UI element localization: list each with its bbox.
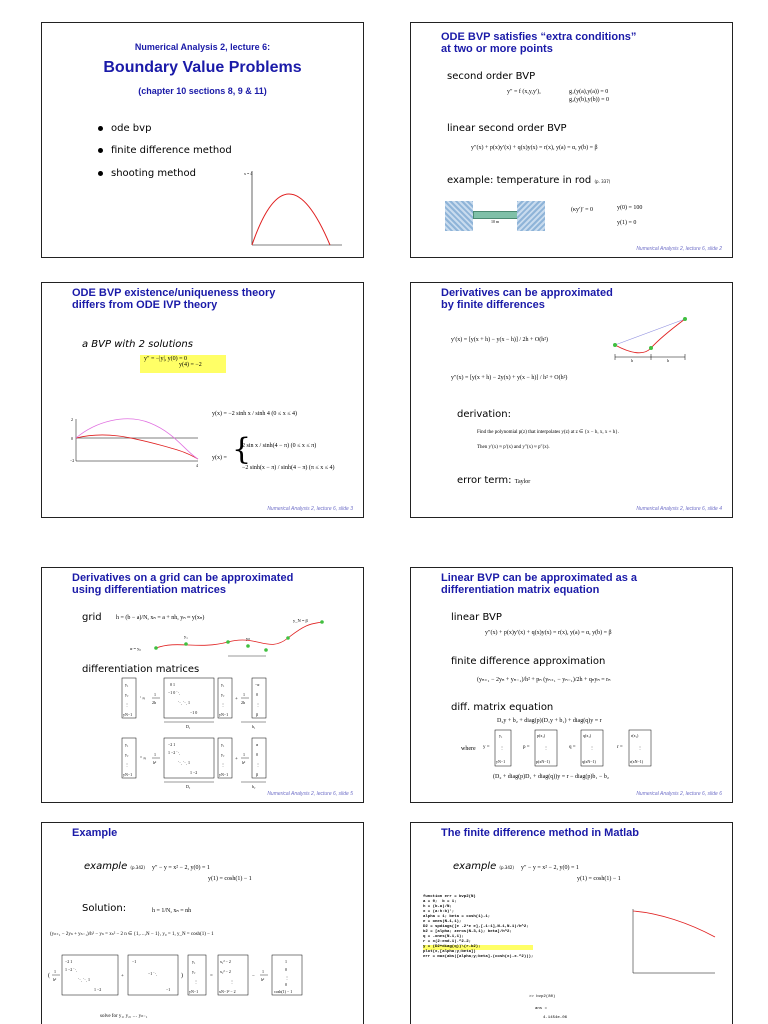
matlab-ans-value: 4.1454e-06 bbox=[543, 1016, 568, 1020]
code-line: D2 = spdiags([e -2*e e],[-1:1],N-1,N-1)/h^2; bbox=[423, 925, 529, 929]
slide-3 bbox=[41, 282, 364, 518]
slide-title-line2: by finite differences bbox=[441, 299, 545, 311]
heading-diff-matrix-eq: diff. matrix equation bbox=[451, 702, 554, 713]
svg-text:⋮: ⋮ bbox=[256, 702, 260, 707]
svg-text:1: 1 bbox=[285, 959, 287, 964]
grid-point-icon bbox=[649, 346, 653, 350]
slide-7 bbox=[41, 822, 364, 1024]
label-beta: y_N = β bbox=[293, 618, 308, 623]
svg-text:⋮: ⋮ bbox=[500, 745, 504, 750]
derivation-line-2: Then y′(x) ≈ p′(x) and y″(x) ≈ p″(x). bbox=[477, 445, 550, 450]
svg-text:β: β bbox=[256, 712, 259, 717]
svg-text:r(x₁): r(x₁) bbox=[631, 733, 639, 738]
eq-linear: y″(x) + p(x)y′(x) + q(x)y(x) = r(x), y(a) = α, y(b) = β bbox=[471, 145, 598, 151]
grid-point-icon bbox=[154, 646, 158, 650]
code-line: e = ones(N-1,1); bbox=[423, 920, 462, 924]
eq-solution-1: y(x) = −2 sinh x / sinh 4 (0 ≤ x ≤ 4) bbox=[212, 411, 298, 417]
svg-text:q(x₁): q(x₁) bbox=[583, 733, 592, 738]
eq-example-2: y(1) = cosh(1) − 1 bbox=[208, 876, 252, 882]
matlab-code bbox=[423, 895, 533, 960]
svg-text:⋱ ⋱ 1: ⋱ ⋱ 1 bbox=[178, 700, 190, 705]
tick-x: 4 bbox=[196, 463, 198, 468]
slide-title-line1: Derivatives on a grid can be approximated bbox=[72, 572, 294, 584]
svg-text:+: + bbox=[235, 697, 238, 702]
eq-final: (D₂ + diag(p)D₁ + diag(q))y = r − diag(p)b₁ − b₂ bbox=[493, 774, 609, 780]
svg-text:yN−1: yN−1 bbox=[123, 772, 133, 777]
svg-text:−1: −1 bbox=[132, 959, 137, 964]
code-line: q = -ones(N-1,1); bbox=[423, 935, 464, 939]
heading-grid: grid bbox=[82, 612, 102, 623]
svg-text:1 −2: 1 −2 bbox=[94, 987, 102, 992]
svg-text:r =: r = bbox=[617, 745, 623, 750]
svg-text:): ) bbox=[181, 973, 183, 979]
slide-6 bbox=[410, 567, 733, 803]
slide-footer: Numerical Analysis 2, lecture 6, slide 2 bbox=[636, 246, 722, 252]
svg-text:y₁: y₁ bbox=[125, 682, 129, 687]
slide-footer: Numerical Analysis 2, lecture 6, slide 5 bbox=[267, 791, 353, 797]
left-reservoir bbox=[445, 201, 473, 231]
main-title: Boundary Value Problems bbox=[103, 59, 302, 76]
svg-text:⋮: ⋮ bbox=[638, 745, 642, 750]
svg-text:−: − bbox=[252, 974, 255, 979]
svg-text:⋮: ⋮ bbox=[256, 762, 260, 767]
svg-text:β: β bbox=[256, 772, 259, 777]
eq-fd: (yₙ₊₁ − 2yₙ + yₙ₋₁)/h² − yₙ = xₙ² − 2 n ∈ {1,…,N − 1}, y₀ = 1, y_N = cosh(1) − 1 bbox=[50, 932, 214, 937]
svg-text:−1 ⋱: −1 ⋱ bbox=[148, 971, 158, 976]
parabola-plot bbox=[242, 163, 352, 249]
svg-text:q =: q = bbox=[569, 745, 576, 750]
eq-second-order: y″ = f (x,y,y′), bbox=[507, 89, 541, 95]
svg-text:⋮: ⋮ bbox=[230, 979, 234, 984]
svg-text:′ ≈: ′ ≈ bbox=[140, 697, 146, 702]
svg-text:y₂: y₂ bbox=[125, 752, 129, 757]
heading-example: example (p.342) bbox=[84, 861, 145, 872]
svg-text:p(x₁): p(x₁) bbox=[537, 733, 546, 738]
eq-grid: h = (b − a)/N, xₙ = a + nh, yₙ ≈ y(xₙ) bbox=[116, 615, 205, 621]
svg-text:⋮: ⋮ bbox=[221, 762, 225, 767]
svg-text:⋮: ⋮ bbox=[590, 745, 594, 750]
eq-solve: solve for y₁, y₂, … yₙ₋₁ bbox=[100, 1014, 148, 1019]
slide-title-line1: ODE BVP satisfies “extra conditions” bbox=[441, 31, 637, 43]
heading-second-order: second order BVP bbox=[447, 71, 536, 82]
eq-solution-2-lhs: y(x) = bbox=[212, 455, 227, 461]
bullet-dot-icon bbox=[98, 148, 103, 153]
eq-y0: y(0) = 100 bbox=[617, 205, 643, 211]
slide-5 bbox=[41, 567, 364, 803]
eq-fd: (yₙ₊₁ − 2yₙ + yₙ₋₁)/h² + pₙ (yₙ₊₁ − yₙ₋₁)/2h + qₙyₙ = rₙ bbox=[477, 677, 611, 683]
code-line-highlighted: y = (D2+diag(q))\(r-b2); bbox=[423, 945, 533, 950]
slide-footer: Numerical Analysis 2, lecture 6, slide 4 bbox=[636, 506, 722, 512]
svg-text:⋮: ⋮ bbox=[285, 975, 289, 980]
code-line: alpha = 1; beta = cosh(1)-1; bbox=[423, 915, 491, 919]
svg-text:y₂: y₂ bbox=[192, 969, 196, 974]
svg-text:p =: p = bbox=[523, 745, 530, 750]
eq-first-derivative: y′(x) = [y(x + h) − y(x − h)] / 2h + O(h²) bbox=[451, 337, 549, 343]
slide-title-line2: using differentiation matrices bbox=[72, 584, 227, 596]
slide-title: The finite difference method in Matlab bbox=[441, 827, 640, 839]
svg-text:0 1: 0 1 bbox=[170, 682, 175, 687]
tick-zero: 0 bbox=[71, 436, 73, 441]
svg-text:y =: y = bbox=[483, 745, 490, 750]
svg-text:yN−1: yN−1 bbox=[219, 772, 229, 777]
eq-condition-2: g₂(y(b),y(b)) = 0 bbox=[569, 97, 609, 103]
bullet-3: shooting method bbox=[98, 168, 196, 179]
svg-text:xN−1² − 2: xN−1² − 2 bbox=[219, 989, 236, 994]
svg-text:α: α bbox=[256, 742, 259, 747]
slide-4 bbox=[410, 282, 733, 518]
svg-text:1: 1 bbox=[243, 692, 245, 697]
eq-second-derivative: y″(x) = [y(x + h) − 2y(x) + y(x − h)] / h² + O(h²) bbox=[451, 375, 568, 381]
grid-point-icon bbox=[184, 642, 188, 646]
svg-text:1 −2 ⋱: 1 −2 ⋱ bbox=[168, 750, 181, 755]
grid-point-icon bbox=[613, 343, 617, 347]
svg-text:0: 0 bbox=[285, 967, 287, 972]
eq-y1: y(1) = 0 bbox=[617, 220, 637, 226]
label-yn: yₙ bbox=[246, 636, 251, 641]
heading-example: example (p.342) bbox=[453, 861, 514, 872]
matrix-system bbox=[48, 953, 363, 1003]
grid-point-icon bbox=[246, 644, 250, 648]
svg-text:yN−1: yN−1 bbox=[219, 712, 229, 717]
label-D1: D₁ bbox=[186, 724, 191, 729]
svg-text:h²: h² bbox=[153, 760, 157, 765]
pre-title: Numerical Analysis 2, lecture 6: bbox=[134, 42, 271, 52]
svg-text:yN−1: yN−1 bbox=[189, 989, 199, 994]
eq-grid: h = 1/N, xₙ = nh bbox=[152, 908, 192, 914]
grid-point-icon bbox=[286, 636, 290, 640]
svg-text:″ ≈: ″ ≈ bbox=[140, 757, 147, 762]
finite-difference-sketch bbox=[611, 315, 701, 363]
slide-title-line2: differs from ODE IVP theory bbox=[72, 299, 218, 311]
svg-text:1: 1 bbox=[262, 969, 264, 974]
svg-text:⋱ ⋱ 1: ⋱ ⋱ 1 bbox=[78, 977, 90, 982]
grid-point-icon bbox=[683, 317, 687, 321]
bullet-1: ode bvp bbox=[98, 123, 151, 134]
code-line: h = (b-a)/N; bbox=[423, 905, 452, 909]
rod-bar bbox=[473, 211, 519, 219]
slide-2 bbox=[410, 22, 733, 258]
grid-point-icon bbox=[264, 648, 268, 652]
highlighted-eq: y″ = −|y|, y(0) = 0 y(4) = −2 bbox=[140, 355, 226, 373]
heading-fd: finite difference approximation bbox=[451, 656, 606, 667]
svg-text:y₁: y₁ bbox=[125, 742, 129, 747]
right-reservoir bbox=[517, 201, 545, 231]
svg-text:y₁: y₁ bbox=[221, 742, 225, 747]
slide-title-line1: Derivatives can be approximated bbox=[441, 287, 613, 299]
tick-bottom: −2 bbox=[70, 458, 75, 463]
heading-diff-matrices: differentiation matrices bbox=[82, 664, 200, 675]
eq-condition-1: g₁(y(a),y(a)) = 0 bbox=[569, 89, 609, 95]
grid-point-icon bbox=[320, 620, 324, 624]
svg-text:1 −2: 1 −2 bbox=[190, 770, 198, 775]
solution-plot bbox=[629, 907, 719, 977]
code-line: function err = bvp2(N) bbox=[423, 895, 476, 899]
slide-title-line2: differentiation matrix equation bbox=[441, 584, 600, 596]
svg-text:+: + bbox=[235, 757, 238, 762]
svg-text:2h: 2h bbox=[152, 700, 156, 705]
code-line: a = 0; b = 1; bbox=[423, 900, 457, 904]
bullet-dot-icon bbox=[98, 126, 103, 131]
eq-rod: (κy′)′ = 0 bbox=[571, 207, 594, 213]
eq-linear-bvp: y″(x) + p(x)y′(x) + q(x)y(x) = r(x), y(a) = α, y(b) = β bbox=[485, 630, 612, 636]
label-h2: h bbox=[667, 358, 669, 363]
heading-linear: linear second order BVP bbox=[447, 123, 567, 134]
svg-text:−2 1: −2 1 bbox=[168, 742, 176, 747]
derivation-line-1: Find the polynomial p(z) that interpolates y(z) at z ∈ {x − h, x, x + h}. bbox=[477, 430, 619, 435]
rod-image bbox=[445, 201, 545, 231]
svg-text:⋱ ⋱ 1: ⋱ ⋱ 1 bbox=[178, 760, 190, 765]
svg-text:⋮: ⋮ bbox=[544, 745, 548, 750]
code-line: err = max(abs([alpha;y;beta]-(cosh(x)-x.^2))); bbox=[423, 955, 534, 959]
svg-text:r(xN−1): r(xN−1) bbox=[630, 759, 644, 764]
subtitle: (chapter 10 sections 8, 9 & 11) bbox=[138, 86, 267, 96]
svg-text:yN−1: yN−1 bbox=[123, 712, 133, 717]
svg-text:−α: −α bbox=[255, 682, 260, 687]
svg-text:cosh(1) − 1: cosh(1) − 1 bbox=[274, 989, 293, 994]
rod-length-label: 10 m bbox=[490, 219, 500, 224]
label-b1: b₁ bbox=[252, 724, 256, 729]
eq-diff-matrix: D₂y + b₂ + diag(p)(D₁y + b₁) + diag(q)y = r bbox=[497, 718, 602, 724]
slide-title-line2: at two or more points bbox=[441, 43, 553, 55]
eq-solution-2a: 2 sin x / sinh(4 − π) (0 ≤ x ≤ π) bbox=[242, 443, 317, 449]
axis-label: x = 4 bbox=[244, 171, 253, 176]
svg-text:yN−1: yN−1 bbox=[496, 759, 506, 764]
slide-footer: Numerical Analysis 2, lecture 6, slide 6 bbox=[636, 791, 722, 797]
code-line: b2 = [alpha; zeros(N-3,1); beta]/h^2; bbox=[423, 930, 512, 934]
two-solutions-plot bbox=[70, 417, 210, 467]
svg-text:q(xN−1): q(xN−1) bbox=[582, 759, 596, 764]
svg-text:−1 0 ⋱: −1 0 ⋱ bbox=[168, 690, 181, 695]
svg-text:h²: h² bbox=[53, 977, 57, 982]
svg-text:y₂: y₂ bbox=[125, 692, 129, 697]
slide-title-line1: ODE BVP existence/uniqueness theory bbox=[72, 287, 276, 299]
svg-text:y₁: y₁ bbox=[499, 733, 503, 738]
svg-text:x₁² − 2: x₁² − 2 bbox=[220, 959, 231, 964]
code-line: r = x(2:end-1).^2-2; bbox=[423, 940, 472, 944]
eq-where: where bbox=[461, 746, 476, 752]
label-h1: h bbox=[631, 358, 633, 363]
slide-title-line1: Linear BVP can be approximated as a bbox=[441, 572, 638, 584]
brace-icon: { bbox=[232, 432, 252, 467]
svg-text:1: 1 bbox=[154, 692, 156, 697]
svg-text:h²: h² bbox=[261, 977, 265, 982]
heading-derivation: derivation: bbox=[457, 409, 511, 420]
svg-text:y₁: y₁ bbox=[221, 682, 225, 687]
svg-text:0: 0 bbox=[256, 752, 258, 757]
matrix-equation-2 bbox=[122, 738, 282, 793]
heading-linear-bvp: linear BVP bbox=[451, 612, 502, 623]
svg-text:0: 0 bbox=[285, 982, 287, 987]
label-D2: D₂ bbox=[186, 784, 191, 789]
svg-text:1: 1 bbox=[243, 752, 245, 757]
code-line: x = (a:h:b)'; bbox=[423, 910, 455, 914]
heading-bvp: a BVP with 2 solutions bbox=[82, 339, 193, 350]
matrix-equation-1 bbox=[122, 678, 282, 728]
grid-plot bbox=[130, 618, 328, 664]
svg-text:−2 1: −2 1 bbox=[65, 959, 73, 964]
code-line: plot(x,[alpha;y;beta]) bbox=[423, 950, 476, 954]
tick-top: 2 bbox=[71, 417, 73, 422]
svg-text:0: 0 bbox=[256, 692, 258, 697]
svg-text:1 −2 ⋱: 1 −2 ⋱ bbox=[65, 967, 78, 972]
svg-text:p(xN−1): p(xN−1) bbox=[536, 759, 550, 764]
heading-example: example: temperature in rod (p. 337) bbox=[447, 175, 611, 186]
label-y1: y₁ bbox=[184, 634, 188, 639]
eq-example: y″ − y = x² − 2, y(0) = 1 bbox=[152, 865, 210, 871]
svg-text:⋮: ⋮ bbox=[194, 979, 198, 984]
svg-text:⋮: ⋮ bbox=[125, 762, 129, 767]
slide-footer: Numerical Analysis 2, lecture 6, slide 3 bbox=[267, 506, 353, 512]
svg-text:⋮: ⋮ bbox=[125, 702, 129, 707]
svg-text:y₁: y₁ bbox=[192, 959, 196, 964]
svg-text:(: ( bbox=[48, 973, 50, 979]
heading-solution: Solution: bbox=[82, 903, 127, 914]
matlab-prompt: >> bvp2(80) bbox=[529, 995, 556, 999]
label-b2: b₂ bbox=[252, 784, 256, 789]
svg-text:−1: −1 bbox=[166, 987, 171, 992]
slide-8 bbox=[410, 822, 733, 1024]
svg-text:1: 1 bbox=[54, 969, 56, 974]
vector-definitions bbox=[483, 728, 703, 772]
label-alpha: α = y₀ bbox=[130, 646, 141, 651]
eq-solution-2b: −2 sinh(x − π) / sinh(4 − π) (π ≤ x ≤ 4) bbox=[242, 465, 335, 471]
svg-text:=: = bbox=[210, 974, 213, 979]
slide-title: Example bbox=[72, 827, 118, 839]
bullet-dot-icon bbox=[98, 171, 103, 176]
svg-text:⋮: ⋮ bbox=[221, 702, 225, 707]
svg-text:y₂: y₂ bbox=[221, 752, 225, 757]
svg-text:+: + bbox=[121, 974, 124, 979]
matlab-ans-label: ans = bbox=[535, 1007, 548, 1011]
svg-text:1: 1 bbox=[154, 752, 156, 757]
svg-text:x₂² − 2: x₂² − 2 bbox=[220, 969, 231, 974]
svg-text:h²: h² bbox=[242, 760, 246, 765]
svg-text:y₂: y₂ bbox=[221, 692, 225, 697]
eq-example-2: y(1) = cosh(1) − 1 bbox=[577, 876, 621, 882]
slide-1 bbox=[41, 22, 364, 258]
eq-example: y″ − y = x² − 2, y(0) = 1 bbox=[521, 865, 579, 871]
heading-error: error term: Taylor bbox=[457, 475, 531, 486]
svg-text:2h: 2h bbox=[241, 700, 245, 705]
grid-point-icon bbox=[226, 640, 230, 644]
bullet-2: finite difference method bbox=[98, 145, 232, 156]
svg-text:−1 0: −1 0 bbox=[190, 710, 198, 715]
